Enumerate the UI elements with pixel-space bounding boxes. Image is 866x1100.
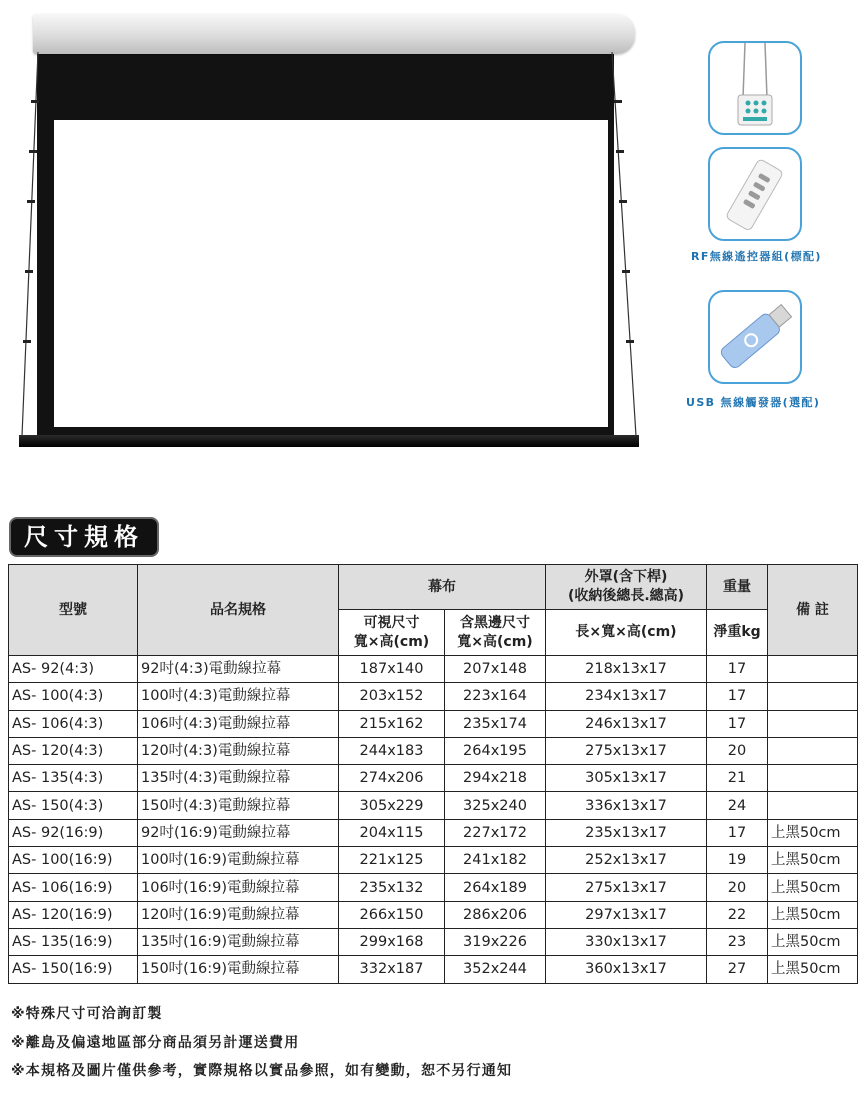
cell-with-border: 325x240 (445, 792, 546, 819)
table-row (9, 847, 858, 874)
cell-viewable: 305x229 (339, 792, 445, 819)
cell-name: 120吋(4:3)電動線拉幕 (138, 737, 339, 764)
header-case-line1: 外罩(含下桿) (584, 569, 668, 585)
table-row (9, 819, 858, 846)
cell-note (768, 656, 858, 683)
rf-remote-accessory-image (708, 147, 802, 241)
cell-weight: 22 (707, 901, 768, 928)
receiver-icon (710, 43, 800, 133)
cell-with-border: 241x182 (445, 847, 546, 874)
cell-model: AS- 150(4:3) (9, 792, 138, 819)
cell-weight: 20 (707, 737, 768, 764)
table-row (9, 683, 858, 710)
cell-viewable: 332x187 (339, 956, 445, 983)
cell-with-border: 223x164 (445, 683, 546, 710)
header-case-dims: 長×寬×高(cm) (546, 610, 707, 656)
cell-note: 上黑50cm (768, 874, 858, 901)
rf-remote-icon (710, 149, 800, 239)
cell-note: 上黑50cm (768, 819, 858, 846)
table-row (9, 928, 858, 955)
tension-cables (0, 0, 660, 460)
cell-name: 106吋(4:3)電動線拉幕 (138, 710, 339, 737)
header-model: 型號 (9, 565, 138, 656)
footnote-shipping: ※離島及偏遠地區部分商品須另計運送費用 (11, 1035, 300, 1051)
cell-note: 上黑50cm (768, 928, 858, 955)
cell-name: 92吋(4:3)電動線拉幕 (138, 656, 339, 683)
cell-case: 234x13x17 (546, 683, 707, 710)
spec-table (8, 564, 858, 984)
table-row (9, 874, 858, 901)
cell-with-border: 319x226 (445, 928, 546, 955)
cell-model: AS- 106(4:3) (9, 710, 138, 737)
cell-viewable: 266x150 (339, 901, 445, 928)
cell-name: 150吋(16:9)電動線拉幕 (138, 956, 339, 983)
cell-model: AS- 120(4:3) (9, 737, 138, 764)
cell-name: 150吋(4:3)電動線拉幕 (138, 792, 339, 819)
cell-case: 252x13x17 (546, 847, 707, 874)
table-row (9, 710, 858, 737)
header-case-line2: (收納後總長.總高) (567, 588, 685, 604)
cell-model: AS- 150(16:9) (9, 956, 138, 983)
cell-case: 305x13x17 (546, 765, 707, 792)
table-row (9, 737, 858, 764)
usb-trigger-accessory-image (708, 290, 802, 384)
cell-viewable: 221x125 (339, 847, 445, 874)
cell-note: 上黑50cm (768, 847, 858, 874)
cell-case: 275x13x17 (546, 737, 707, 764)
cell-weight: 17 (707, 710, 768, 737)
cell-note (768, 737, 858, 764)
table-row (9, 656, 858, 683)
cell-weight: 17 (707, 683, 768, 710)
header-viewable-line2: 寬×高(cm) (353, 633, 430, 650)
cell-with-border: 264x195 (445, 737, 546, 764)
header-border-line1: 含黑邊尺寸 (460, 614, 530, 631)
cell-weight: 23 (707, 928, 768, 955)
cell-viewable: 235x132 (339, 874, 445, 901)
cell-with-border: 352x244 (445, 956, 546, 983)
cell-case: 297x13x17 (546, 901, 707, 928)
header-name: 品名規格 (138, 565, 339, 656)
table-row (9, 901, 858, 928)
cell-model: AS- 92(4:3) (9, 656, 138, 683)
table-row (9, 956, 858, 983)
cell-note: 上黑50cm (768, 956, 858, 983)
cell-model: AS- 106(16:9) (9, 874, 138, 901)
header-with-border (445, 610, 546, 656)
cell-case: 235x13x17 (546, 819, 707, 846)
section-title-specs: 尺寸規格 (9, 517, 159, 557)
cell-weight: 19 (707, 847, 768, 874)
cell-note: 上黑50cm (768, 901, 858, 928)
cell-name: 120吋(16:9)電動線拉幕 (138, 901, 339, 928)
cell-case: 218x13x17 (546, 656, 707, 683)
cell-note (768, 683, 858, 710)
cell-with-border: 264x189 (445, 874, 546, 901)
cell-weight: 21 (707, 765, 768, 792)
cell-model: AS- 100(4:3) (9, 683, 138, 710)
cell-name: 106吋(16:9)電動線拉幕 (138, 874, 339, 901)
cell-weight: 17 (707, 819, 768, 846)
header-case (546, 565, 707, 610)
cell-note (768, 710, 858, 737)
cell-case: 336x13x17 (546, 792, 707, 819)
header-border-line2: 寬×高(cm) (457, 633, 533, 650)
table-row (9, 792, 858, 819)
cell-model: AS- 135(4:3) (9, 765, 138, 792)
cell-note (768, 792, 858, 819)
header-fabric: 幕布 (339, 565, 546, 610)
table-row (9, 765, 858, 792)
receiver-accessory-image (708, 41, 802, 135)
cell-note (768, 765, 858, 792)
cell-with-border: 227x172 (445, 819, 546, 846)
cell-with-border: 294x218 (445, 765, 546, 792)
header-viewable-line1: 可視尺寸 (363, 614, 420, 631)
cell-model: AS- 100(16:9) (9, 847, 138, 874)
cell-case: 330x13x17 (546, 928, 707, 955)
header-weight: 重量 (707, 565, 768, 610)
cell-weight: 20 (707, 874, 768, 901)
usb-trigger-icon (710, 292, 800, 382)
footnote-custom-size: ※特殊尺寸可洽詢訂製 (11, 1006, 163, 1022)
header-notes: 備 註 (768, 565, 858, 656)
cell-name: 100吋(4:3)電動線拉幕 (138, 683, 339, 710)
cell-case: 360x13x17 (546, 956, 707, 983)
header-weight-unit: 淨重kg (707, 610, 768, 656)
usb-trigger-label: USB 無線觸發器(選配) (686, 396, 821, 409)
header-viewable (339, 610, 445, 656)
cell-viewable: 274x206 (339, 765, 445, 792)
cell-with-border: 286x206 (445, 901, 546, 928)
cell-case: 246x13x17 (546, 710, 707, 737)
cell-model: AS- 135(16:9) (9, 928, 138, 955)
cell-name: 135吋(4:3)電動線拉幕 (138, 765, 339, 792)
cell-viewable: 215x162 (339, 710, 445, 737)
cell-name: 100吋(16:9)電動線拉幕 (138, 847, 339, 874)
cell-weight: 27 (707, 956, 768, 983)
cell-with-border: 235x174 (445, 710, 546, 737)
cell-name: 135吋(16:9)電動線拉幕 (138, 928, 339, 955)
rf-remote-label: RF無線遙控器組(標配) (691, 250, 822, 263)
cell-viewable: 204x115 (339, 819, 445, 846)
cell-viewable: 203x152 (339, 683, 445, 710)
cell-viewable: 187x140 (339, 656, 445, 683)
cell-model: AS- 92(16:9) (9, 819, 138, 846)
cell-weight: 17 (707, 656, 768, 683)
footnote-disclaimer: ※本規格及圖片僅供參考，實際規格以實品參照，如有變動，恕不另行通知 (11, 1063, 513, 1079)
cell-viewable: 244x183 (339, 737, 445, 764)
cell-weight: 24 (707, 792, 768, 819)
cell-name: 92吋(16:9)電動線拉幕 (138, 819, 339, 846)
cell-with-border: 207x148 (445, 656, 546, 683)
cell-case: 275x13x17 (546, 874, 707, 901)
cell-model: AS- 120(16:9) (9, 901, 138, 928)
cell-viewable: 299x168 (339, 928, 445, 955)
